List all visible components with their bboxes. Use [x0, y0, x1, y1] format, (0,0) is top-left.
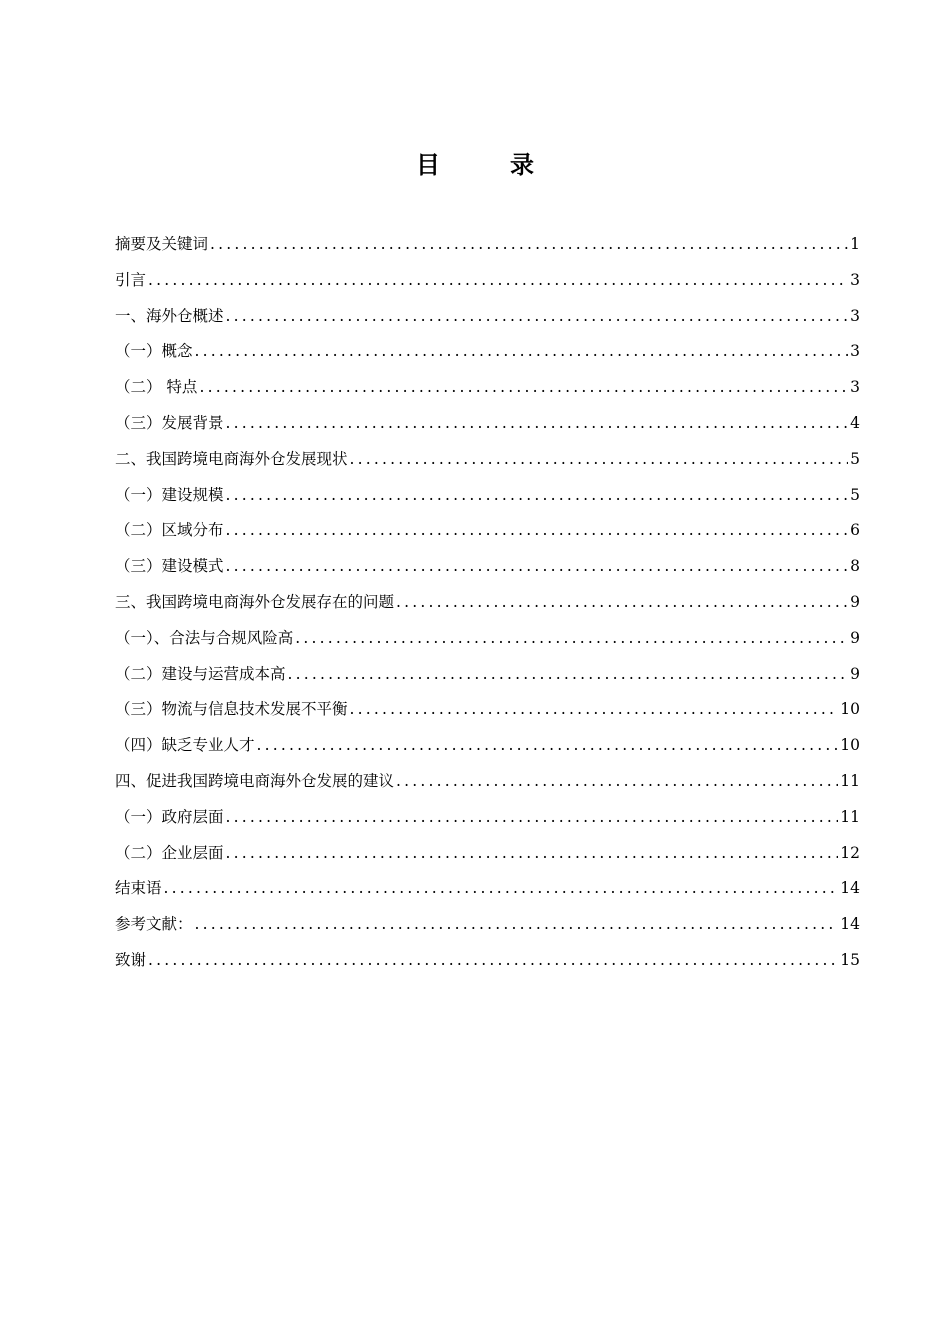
toc-entry-label: 摘要及关键词: [115, 235, 209, 253]
toc-entry-page-number: 1: [850, 235, 860, 253]
toc-dot-leader: [350, 450, 849, 468]
toc-dot-leader: [164, 879, 839, 897]
toc-entry-label: （三）物流与信息技术发展不平衡: [115, 700, 348, 719]
title-char-2: 录: [510, 151, 534, 179]
toc-entry-label: 致谢: [115, 950, 147, 969]
toc-entry-label: （一）建设规模: [115, 485, 224, 504]
toc-entry[interactable]: [115, 411, 860, 447]
toc-entry[interactable]: [115, 697, 860, 733]
table-of-contents: [115, 232, 860, 984]
toc-entry[interactable]: [115, 948, 860, 984]
toc-entry-page-number: 3: [850, 342, 860, 361]
toc-entry[interactable]: [115, 304, 860, 340]
toc-entry-label: （四）缺乏专业人才: [115, 736, 255, 755]
toc-entry-page-number: 10: [840, 700, 860, 719]
toc-dot-leader: [210, 235, 848, 253]
toc-entry-page-number: 5: [850, 449, 860, 468]
toc-dot-leader: [257, 736, 839, 754]
toc-entry[interactable]: [115, 733, 860, 769]
toc-entry-label: 四、促进我国跨境电商海外仓发展的建议: [115, 771, 395, 790]
toc-entry[interactable]: [115, 232, 860, 268]
toc-entry-page-number: 9: [850, 592, 860, 611]
toc-entry-page-number: 3: [850, 306, 860, 325]
toc-entry[interactable]: [115, 518, 860, 554]
toc-entry[interactable]: [115, 805, 860, 841]
toc-entry-page-number: 11: [840, 771, 860, 790]
toc-entry-label: （一）、合法与合规风险高: [115, 628, 294, 647]
toc-entry-page-number: 12: [840, 843, 860, 862]
toc-entry[interactable]: [115, 447, 860, 483]
toc-entry-label: 二、我国跨境电商海外仓发展现状: [115, 449, 348, 468]
toc-entry-label: （二）企业层面: [115, 843, 224, 862]
toc-entry-label: 结束语: [115, 879, 162, 898]
toc-entry-page-number: 9: [850, 628, 860, 647]
toc-entry-label: 三、我国跨境电商海外仓发展存在的问题: [115, 592, 395, 611]
toc-dot-leader: [226, 844, 839, 862]
toc-entry[interactable]: [115, 662, 860, 698]
toc-entry[interactable]: [115, 876, 860, 912]
toc-entry-page-number: 6: [850, 521, 860, 540]
toc-dot-leader: [396, 593, 848, 611]
toc-dot-leader: [226, 521, 849, 539]
toc-dot-leader: [195, 915, 839, 933]
toc-dot-leader: [350, 700, 839, 718]
toc-dot-leader: [226, 557, 849, 575]
toc-entry-label: 参考文献：: [115, 915, 193, 934]
page-title: [0, 145, 950, 180]
toc-entry-label: （一）概念: [115, 342, 193, 361]
toc-dot-leader: [226, 808, 839, 826]
toc-entry-page-number: 8: [850, 557, 860, 576]
toc-entry[interactable]: [115, 626, 860, 662]
toc-dot-leader: [195, 342, 849, 360]
toc-entry-label: （二）建设与运营成本高: [115, 664, 286, 683]
toc-entry[interactable]: [115, 375, 860, 411]
toc-entry-label: （三）建设模式: [115, 557, 224, 576]
toc-entry-label: （一）政府层面: [115, 807, 224, 826]
toc-entry[interactable]: [115, 483, 860, 519]
toc-dot-leader: [226, 307, 849, 325]
toc-entry-page-number: 15: [840, 950, 860, 969]
toc-dot-leader: [295, 629, 848, 647]
toc-dot-leader: [199, 378, 848, 396]
toc-entry[interactable]: [115, 268, 860, 304]
toc-entry[interactable]: [115, 769, 860, 805]
toc-entry[interactable]: [115, 339, 860, 375]
toc-dot-leader: [148, 951, 838, 969]
toc-dot-leader: [226, 414, 849, 432]
toc-dot-leader: [226, 486, 849, 504]
toc-dot-leader: [396, 772, 838, 790]
toc-entry-page-number: 10: [840, 736, 860, 755]
toc-entry-label: （二）区域分布: [115, 521, 224, 540]
toc-entry-label: 一、海外仓概述: [115, 306, 224, 325]
toc-entry[interactable]: [115, 841, 860, 877]
toc-dot-leader: [148, 271, 848, 289]
toc-entry-page-number: 9: [850, 664, 860, 683]
title-char-1: 目: [416, 151, 440, 179]
toc-entry-page-number: 11: [840, 807, 860, 826]
toc-entry-label: （三）发展背景: [115, 413, 224, 432]
toc-dot-leader: [288, 665, 849, 683]
toc-entry-label: （二） 特点: [115, 378, 198, 397]
toc-entry-page-number: 3: [850, 378, 860, 397]
toc-entry-page-number: 4: [850, 413, 860, 432]
toc-entry-label: 引言: [115, 270, 147, 289]
toc-entry[interactable]: [115, 554, 860, 590]
toc-entry-page-number: 5: [850, 485, 860, 504]
toc-entry-page-number: 14: [840, 915, 860, 934]
toc-entry-page-number: 3: [850, 270, 860, 289]
toc-entry-page-number: 14: [840, 879, 860, 898]
toc-entry[interactable]: [115, 590, 860, 626]
toc-entry[interactable]: [115, 912, 860, 948]
